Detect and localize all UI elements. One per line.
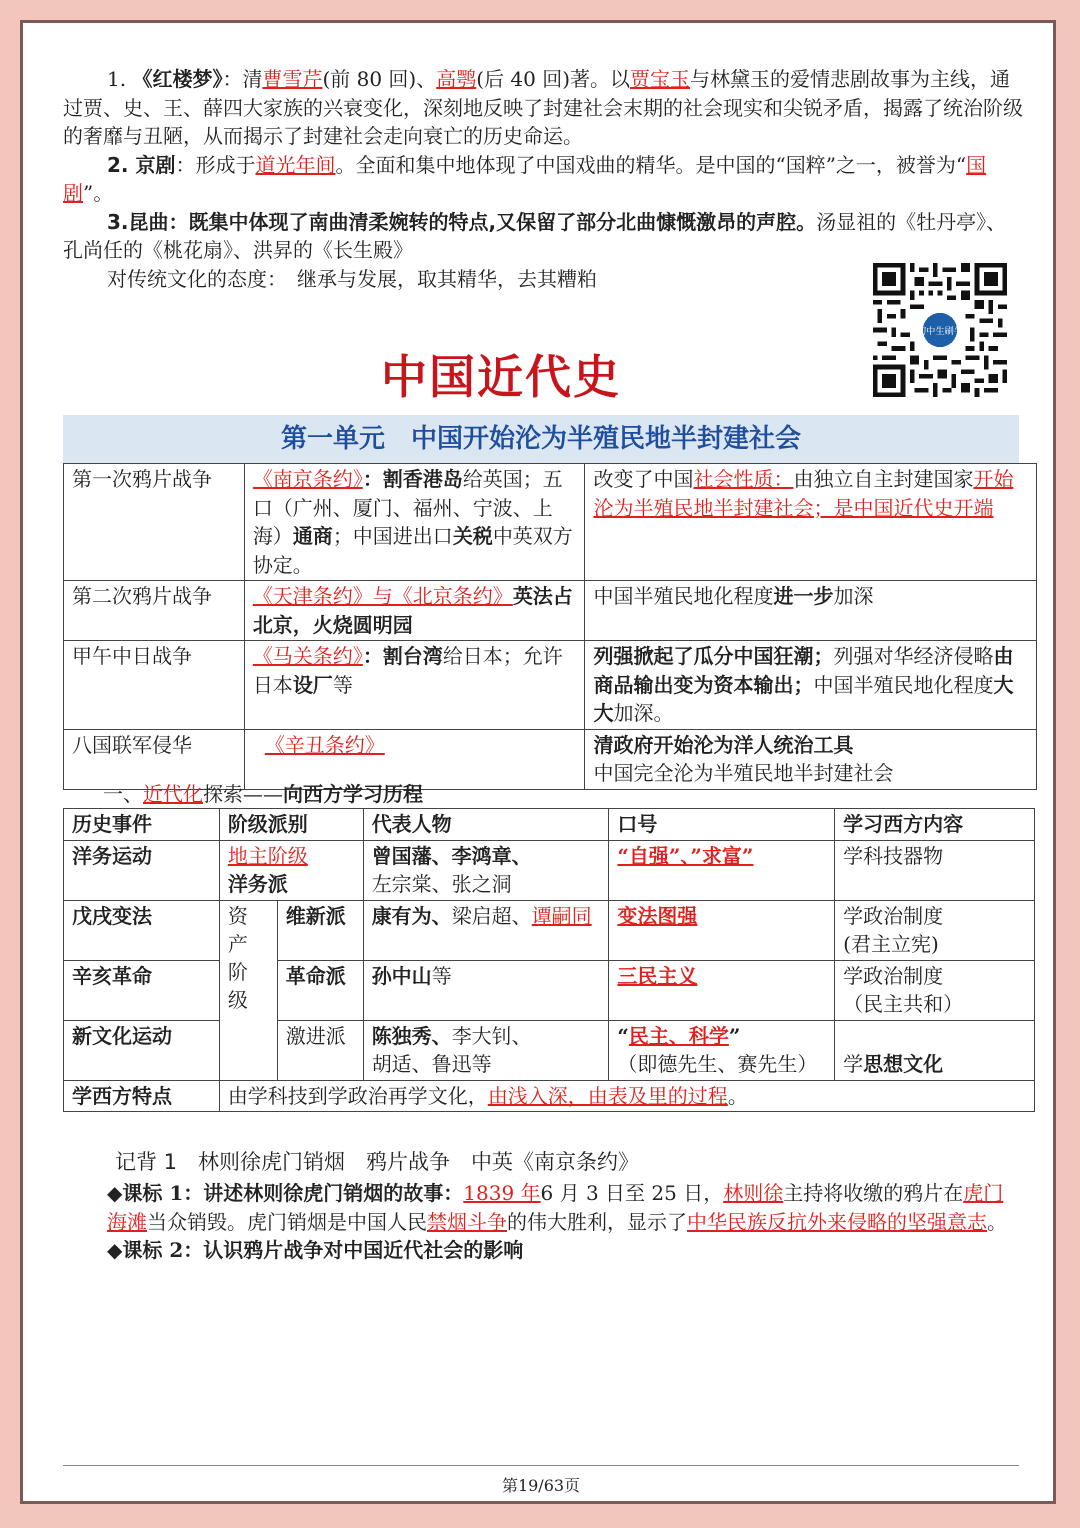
document-page bbox=[20, 20, 1056, 1504]
intro-paragraph-jingju: 2. 京剧：形成于道光年间。全面和集中地体现了中国戏曲的精华。是中国的“国粹”之一，被誉为“国剧”。 bbox=[63, 152, 987, 205]
table-row bbox=[64, 641, 1037, 730]
treaty-cell: 《南京条约》：割香港岛给英国；五口（广州、厦门、福州、宁波、上海）通商；中国进出口关税中英双方协定。 bbox=[244, 464, 585, 581]
impact-cell: 中国半殖民地化程度进一步加深 bbox=[585, 581, 1037, 641]
character-jiabaoyu: 贾宝玉 bbox=[630, 67, 691, 91]
treaty-cell: 《马关条约》：割台湾给日本；允许日本设厂等 bbox=[244, 641, 585, 730]
memorize-section bbox=[63, 1147, 1023, 1265]
table-row: 学西方特点 由学科技到学政治再学文化，由浅入深，由表及里的过程。 bbox=[64, 1080, 1035, 1112]
section-heading: 一、近代化探索——向西方学习历程 bbox=[103, 782, 423, 806]
column-header: 学习西方内容 bbox=[835, 809, 1035, 841]
memorize-heading: 记背 1 林则徐虎门销烟 鸦片战争 中英《南京条约》 bbox=[115, 1150, 640, 1174]
impact-cell: 清政府开始沦为洋人统治工具 中国完全沦为半殖民地半封建社会 bbox=[585, 729, 1037, 789]
column-header: 口号 bbox=[609, 809, 835, 841]
table-header-row bbox=[64, 809, 1035, 841]
treaty-cell: 《辛丑条约》 bbox=[244, 729, 585, 789]
unit-heading: 第一单元 中国开始沦为半殖民地半封建社会 bbox=[63, 415, 1019, 463]
table-row: 戊戌变法 资 产 阶 级 维新派 康有为、梁启超、谭嗣同 变法图强 学政治制度 (君主立宪) bbox=[64, 900, 1035, 960]
item-number: 1. bbox=[107, 67, 127, 91]
qr-center-logo: 初中生刷牛 bbox=[916, 326, 964, 338]
table-row bbox=[64, 464, 1037, 581]
book-title: 《红楼梦》 bbox=[132, 67, 223, 91]
intro-paragraph-kunqu: 3.昆曲：既集中体现了南曲清柔婉转的特点,又保留了部分北曲慷慨激昂的声腔。汤显祖的《牡丹亭》、孔尚任的《桃花扇》、洪昇的《长生殿》 bbox=[63, 209, 1007, 262]
column-header: 代表人物 bbox=[363, 809, 609, 841]
western-learning-table bbox=[63, 808, 1035, 1112]
column-header: 历史事件 bbox=[64, 809, 220, 841]
footer-divider bbox=[63, 1465, 1019, 1466]
impact-cell: 改变了中国社会性质：由独立自主封建国家开始沦为半殖民地半封建社会；是中国近代史开端 bbox=[585, 464, 1037, 581]
war-name: 第一次鸦片战争 bbox=[64, 464, 245, 581]
war-name: 第二次鸦片战争 bbox=[64, 581, 245, 641]
table-row bbox=[64, 581, 1037, 641]
page-number: 第19/63页 bbox=[501, 1476, 581, 1495]
kebiao-2: ◆课标 2：认识鸦片战争对中国近代社会的影响 bbox=[107, 1238, 524, 1262]
table-row: 辛亥革命 革命派 孙中山等 三民主义 学政治制度 （民主共和） bbox=[64, 960, 1035, 1020]
impact-cell: 列强掀起了瓜分中国狂潮；列强对华经济侵略由商品输出变为资本输出；中国半殖民地化程度大大加深。 bbox=[585, 641, 1037, 730]
author-caoxueqin: 曹雪芹 bbox=[262, 67, 323, 91]
table-row: 洋务运动 地主阶级 洋务派 曾国藩、李鸿章、 左宗棠、张之洞 “自强”、”求富” 学科技器物 bbox=[64, 840, 1035, 900]
bourgeois-class-cell: 资 产 阶 级 bbox=[219, 900, 277, 1080]
author-gaoe: 高鹗 bbox=[436, 67, 477, 91]
intro-paragraph-hongloumeng: 1. 《红楼梦》：清曹雪芹(前 80 回)、高鹗(后 40 回)著。以贾宝玉与林黛玉的爱情悲剧故事为主线，通过贾、史、王、薛四大家族的兴衰变化，深刻地反映了封建社会末期的社会现实和尖锐矛盾，揭露了统治阶级的奢靡与丑陋，从而揭示了封建社会走向衰亡的历史命运。 bbox=[63, 67, 1023, 148]
tables-area bbox=[63, 23, 1037, 1223]
column-header: 阶级派别 bbox=[219, 809, 363, 841]
page-title: 中国近代史 bbox=[381, 350, 621, 404]
war-treaty-table bbox=[63, 463, 1037, 790]
table-row: 新文化运动 激进派 陈独秀、李大钊、 胡适、鲁迅等 “民主、科学” （即德先生、赛先生） 学思想文化 bbox=[64, 1020, 1035, 1080]
treaty-cell: 《天津条约》与《北京条约》英法占北京，火烧圆明园 bbox=[244, 581, 585, 641]
war-name: 八国联军侵华 bbox=[64, 729, 245, 789]
intro-paragraph-attitude: 对传统文化的态度： 继承与发展，取其精华，去其糟粕 bbox=[107, 266, 597, 291]
kebiao-1: ◆课标 1：讲述林则徐虎门销烟的故事：1839 年6 月 3 日至 25 日，林则徐主持将收缴的鸦片在虎门海滩当众销毁。虎门销烟是中国人民禁烟斗争的伟大胜利，显示了中华民族反抗外来侵略的坚强意志。 bbox=[107, 1181, 1007, 1234]
war-name: 甲午中日战争 bbox=[64, 641, 245, 730]
